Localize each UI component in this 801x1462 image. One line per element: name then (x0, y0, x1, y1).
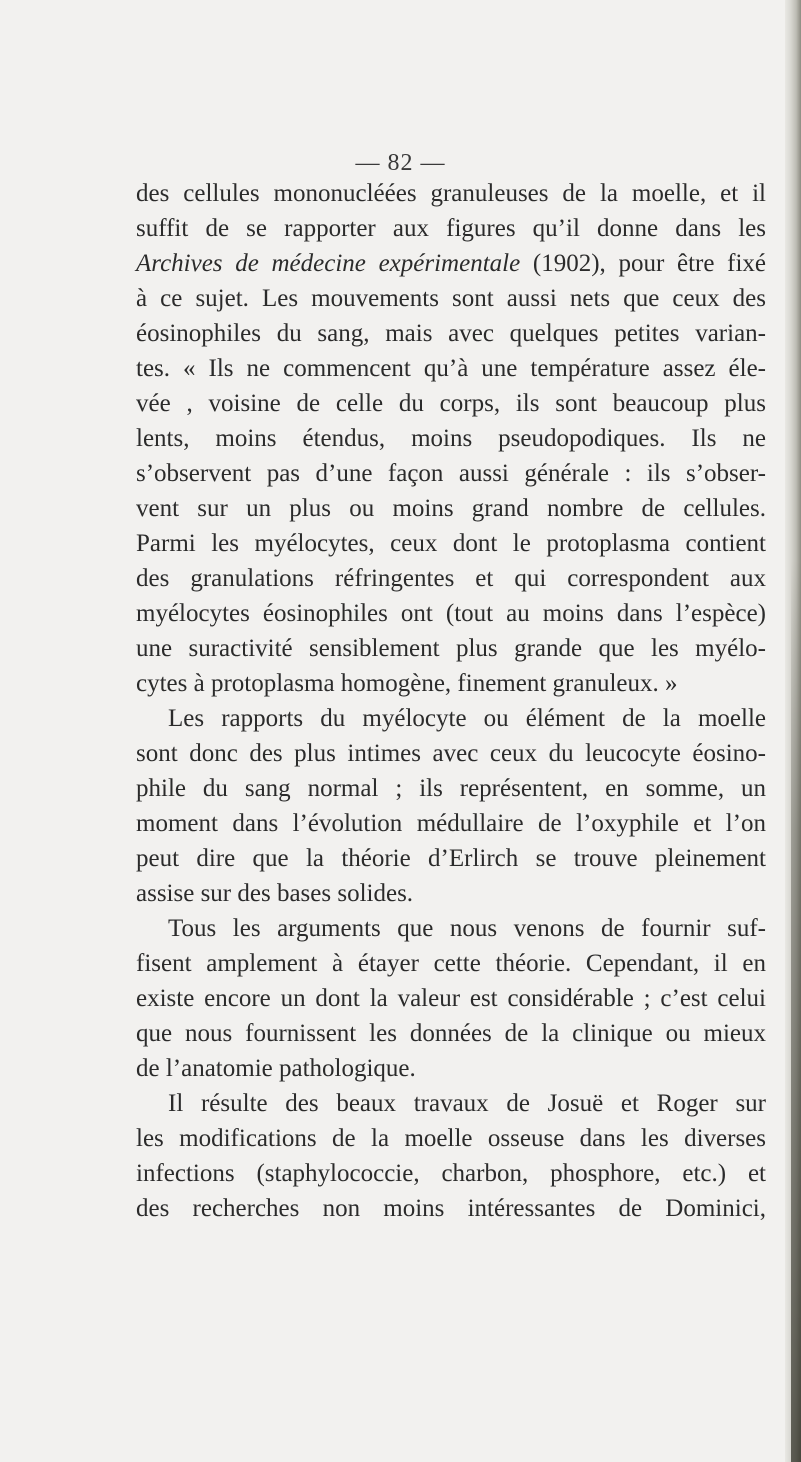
text-line: Parmi les myélocytes, ceux dont le protoplasma contient (136, 530, 766, 557)
text-line: Archives de médecine expérimentale (1902), pour être fixé (136, 250, 766, 277)
text-line: suffit de se rapporter aux figures qu’il donne dans les (136, 215, 766, 242)
paragraph-start-line: Il résulte des beaux travaux de Josuë et Roger sur (168, 1090, 766, 1117)
text-line: vée , voisine de celle du corps, ils sont beaucoup plus (136, 390, 766, 417)
text-line: moment dans l’évolution médullaire de l’oxyphile et l’on (136, 810, 766, 837)
text-line: tes. « Ils ne commencent qu’à une température assez éle- (136, 355, 766, 382)
text-line: existe encore un dont la valeur est considérable ; c’est celui (136, 985, 766, 1012)
text-line: à ce sujet. Les mouvements sont aussi nets que ceux des (136, 285, 766, 312)
text-line: éosinophiles du sang, mais avec quelques petites varian- (136, 320, 766, 347)
paragraph-start-line: Tous les arguments que nous venons de fournir suf- (168, 915, 766, 942)
text-line: une suractivité sensiblement plus grande que les myélo- (136, 635, 766, 662)
text-line: lents, moins étendus, moins pseudopodiques. Ils ne (136, 425, 766, 452)
text-line: que nous fournissent les données de la clinique ou mieux (136, 1020, 766, 1047)
text-line: des recherches non moins intéressantes de Dominici, (136, 1195, 766, 1222)
page-edge-dark-shadow (791, 560, 801, 1462)
journal-title: Archives de médecine expérimentale (136, 250, 521, 277)
page-number: — 82 — (355, 150, 446, 176)
text-line: les modifications de la moelle osseuse dans les diverses (136, 1125, 766, 1152)
text-line: s’observent pas d’une façon aussi générale : ils s’obser- (136, 460, 766, 487)
body-text (136, 176, 766, 1226)
text-line: vent sur un plus ou moins grand nombre de cellules. (136, 495, 766, 522)
text-line: infections (staphylococcie, charbon, phosphore, etc.) et (136, 1160, 766, 1187)
text-line: cytes à protoplasma homogène, finement granuleux. » (136, 670, 678, 697)
text-line: fisent amplement à étayer cette théorie. Cependant, il en (136, 950, 766, 977)
text-line: de l’anatomie pathologique. (136, 1055, 416, 1082)
text-line: des cellules mononucléées granuleuses de la moelle, et il (136, 180, 766, 207)
text-line: myélocytes éosinophiles ont (tout au moins dans l’espèce) (136, 600, 766, 627)
text-line: sont donc des plus intimes avec ceux du leucocyte éosino- (136, 740, 766, 767)
paragraph-start-line: Les rapports du myélocyte ou élément de la moelle (168, 705, 766, 732)
text-line: peut dire que la théorie d’Erlirch se trouve pleinement (136, 845, 766, 872)
text-line: assise sur des bases solides. (136, 880, 414, 907)
text-line: phile du sang normal ; ils représentent, en somme, un (136, 775, 766, 802)
text-line: des granulations réfringentes et qui correspondent aux (136, 565, 766, 592)
